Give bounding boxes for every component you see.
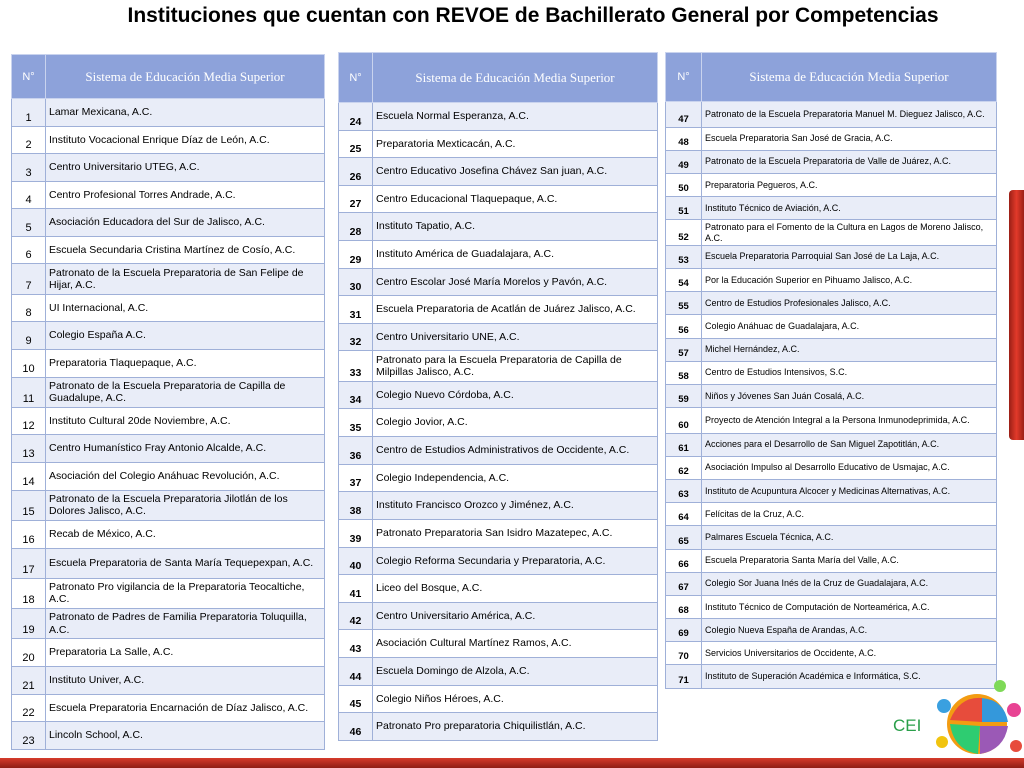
- row-number: 3: [12, 154, 46, 182]
- institution-name: Liceo del Bosque, A.C.: [373, 575, 658, 603]
- table-row: [339, 158, 658, 186]
- institution-name: Colegio Jovior, A.C.: [373, 409, 658, 437]
- table-row: [12, 236, 325, 264]
- institution-name: Escuela Normal Esperanza, A.C.: [373, 103, 658, 131]
- row-number: 42: [339, 602, 373, 630]
- row-number: 38: [339, 492, 373, 520]
- institution-name: Colegio Nueva España de Arandas, A.C.: [702, 619, 997, 642]
- table-row: [339, 602, 658, 630]
- table-row: [666, 595, 997, 618]
- table-row: [12, 722, 325, 750]
- row-number: 70: [666, 642, 702, 665]
- table-row: [666, 384, 997, 407]
- table-row: [339, 241, 658, 269]
- institution-name: Palmares Escuela Técnica, A.C.: [702, 526, 997, 549]
- row-number: 66: [666, 549, 702, 572]
- institution-name: Preparatoria Tlaquepaque, A.C.: [46, 349, 325, 377]
- institution-name: Centro Universitario América, A.C.: [373, 602, 658, 630]
- table-row: [666, 479, 997, 502]
- row-number: 44: [339, 657, 373, 685]
- table-row: [12, 548, 325, 578]
- row-number: 56: [666, 315, 702, 338]
- table-row: [339, 409, 658, 437]
- table-row: [339, 103, 658, 131]
- row-number: 67: [666, 572, 702, 595]
- institution-name: UI Internacional, A.C.: [46, 294, 325, 322]
- header-name: Sistema de Educación Media Superior: [373, 53, 658, 103]
- row-number: 8: [12, 294, 46, 322]
- row-number: 49: [666, 150, 702, 173]
- row-number: 33: [339, 351, 373, 381]
- institution-name: Asociación Cultural Martínez Ramos, A.C.: [373, 630, 658, 658]
- puzzle-globe-logo-icon: [930, 676, 1024, 758]
- table-row: [339, 130, 658, 158]
- row-number: 1: [12, 99, 46, 127]
- table-row: [339, 519, 658, 547]
- row-number: 5: [12, 209, 46, 237]
- header-num: N°: [339, 53, 373, 103]
- row-number: 27: [339, 185, 373, 213]
- institution-name: Patronato para la Escuela Preparatoria de Capilla de Milpillas Jalisco, A.C.: [373, 351, 658, 381]
- table-row: [12, 435, 325, 463]
- row-number: 59: [666, 384, 702, 407]
- institution-name: Centro Universitario UNE, A.C.: [373, 323, 658, 351]
- institution-name: Escuela Preparatoria Encarnación de Díaz Jalisco, A.C.: [46, 694, 325, 722]
- row-number: 30: [339, 268, 373, 296]
- institution-name: Centro de Estudios Intensivos, S.C.: [702, 361, 997, 384]
- table-row: [666, 572, 997, 595]
- row-number: 32: [339, 323, 373, 351]
- table-row: [666, 102, 997, 128]
- row-number: 63: [666, 479, 702, 502]
- row-number: 64: [666, 503, 702, 526]
- table-row: [339, 381, 658, 409]
- institution-name: Patronato de la Escuela Preparatoria de San Felipe de Hijar, A.C.: [46, 264, 325, 294]
- institution-name: Felícitas de la Cruz, A.C.: [702, 503, 997, 526]
- revoe-table-2: [338, 52, 658, 741]
- row-number: 13: [12, 435, 46, 463]
- row-number: 39: [339, 519, 373, 547]
- table-row: [666, 173, 997, 196]
- table-row: [12, 264, 325, 294]
- institution-name: Instituto América de Guadalajara, A.C.: [373, 241, 658, 269]
- institution-name: Acciones para el Desarrollo de San Miguel Zapotitlán, A.C.: [702, 433, 997, 456]
- institution-name: Instituto de Superación Académica e Informática, S.C.: [702, 665, 997, 688]
- row-number: 46: [339, 713, 373, 741]
- institution-name: Asociación Educadora del Sur de Jalisco, A.C.: [46, 209, 325, 237]
- row-number: 69: [666, 619, 702, 642]
- table-row: [666, 245, 997, 268]
- row-number: 50: [666, 173, 702, 196]
- institution-name: Instituto Técnico de Computación de Norteamérica, A.C.: [702, 595, 997, 618]
- institution-name: Colegio Independencia, A.C.: [373, 464, 658, 492]
- institution-name: Centro Escolar José María Morelos y Pavón, A.C.: [373, 268, 658, 296]
- table-row: [12, 349, 325, 377]
- row-number: 37: [339, 464, 373, 492]
- table-row: [12, 694, 325, 722]
- table-row: [339, 464, 658, 492]
- table-row: [666, 292, 997, 315]
- institution-name: Patronato Pro vigilancia de la Preparatoria Teocaltiche, A.C.: [46, 578, 325, 608]
- institution-name: Preparatoria Mexticacán, A.C.: [373, 130, 658, 158]
- table-row: [12, 407, 325, 435]
- table-row: [12, 322, 325, 350]
- institution-name: Por la Educación Superior en Pihuamo Jalisco, A.C.: [702, 268, 997, 291]
- table-row: [666, 619, 997, 642]
- institution-name: Centro Universitario UTEG, A.C.: [46, 154, 325, 182]
- institution-name: Escuela Preparatoria de Acatlán de Juárez Jalisco, A.C.: [373, 296, 658, 324]
- row-number: 40: [339, 547, 373, 575]
- row-number: 14: [12, 463, 46, 491]
- table-row: [12, 99, 325, 127]
- institution-name: Escuela Preparatoria Parroquial San José de La Laja, A.C.: [702, 245, 997, 268]
- table-row: [666, 408, 997, 434]
- institution-name: Instituto Univer, A.C.: [46, 667, 325, 695]
- row-number: 47: [666, 102, 702, 128]
- table-row: [12, 377, 325, 407]
- row-number: 23: [12, 722, 46, 750]
- institution-name: Colegio Anáhuac de Guadalajara, A.C.: [702, 315, 997, 338]
- institution-name: Escuela Preparatoria San José de Gracia, A.C.: [702, 127, 997, 150]
- institution-name: Servicios Universitarios de Occidente, A.C.: [702, 642, 997, 665]
- institution-name: Instituto Francisco Orozco y Jiménez, A.C.: [373, 492, 658, 520]
- header-name: Sistema de Educación Media Superior: [702, 53, 997, 102]
- institution-name: Instituto de Acupuntura Alcocer y Medicinas Alternativas, A.C.: [702, 479, 997, 502]
- institution-name: Michel Hernández, A.C.: [702, 338, 997, 361]
- table-row: [666, 268, 997, 291]
- row-number: 61: [666, 433, 702, 456]
- table-row: [12, 181, 325, 209]
- institution-name: Asociación Impulso al Desarrollo Educativo de Usmajac, A.C.: [702, 456, 997, 479]
- institution-name: Patronato de la Escuela Preparatoria Jilotlán de los Dolores Jalisco, A.C.: [46, 490, 325, 520]
- institution-name: Centro de Estudios Profesionales Jalisco, A.C.: [702, 292, 997, 315]
- table-row: [666, 150, 997, 173]
- row-number: 7: [12, 264, 46, 294]
- table-row: [339, 351, 658, 381]
- table-row: [666, 220, 997, 246]
- table-row: [666, 549, 997, 572]
- row-number: 54: [666, 268, 702, 291]
- institution-name: Patronato de Padres de Familia Preparatoria Toluquilla, A.C.: [46, 609, 325, 639]
- row-number: 58: [666, 361, 702, 384]
- row-number: 34: [339, 381, 373, 409]
- table-row: [666, 338, 997, 361]
- row-number: 53: [666, 245, 702, 268]
- table-row: [339, 296, 658, 324]
- institution-name: Escuela Preparatoria Santa María del Valle, A.C.: [702, 549, 997, 572]
- institution-name: Centro Profesional Torres Andrade, A.C.: [46, 181, 325, 209]
- table-row: [12, 578, 325, 608]
- institution-name: Preparatoria La Salle, A.C.: [46, 639, 325, 667]
- table-row: [666, 642, 997, 665]
- table-row: [12, 294, 325, 322]
- table-row: [339, 713, 658, 741]
- table-row: [12, 639, 325, 667]
- institution-name: Colegio Nuevo Córdoba, A.C.: [373, 381, 658, 409]
- row-number: 29: [339, 241, 373, 269]
- institution-name: Centro de Estudios Administrativos de Occidente, A.C.: [373, 437, 658, 465]
- row-number: 22: [12, 694, 46, 722]
- row-number: 68: [666, 595, 702, 618]
- table-row: [12, 463, 325, 491]
- table-row: [339, 185, 658, 213]
- row-number: 57: [666, 338, 702, 361]
- row-number: 19: [12, 609, 46, 639]
- institution-name: Centro Educativo Josefina Chávez San juan, A.C.: [373, 158, 658, 186]
- row-number: 4: [12, 181, 46, 209]
- row-number: 51: [666, 197, 702, 220]
- table-row: [666, 315, 997, 338]
- table-row: [339, 657, 658, 685]
- table-row: [12, 126, 325, 154]
- row-number: 12: [12, 407, 46, 435]
- institution-name: Colegio Niños Héroes, A.C.: [373, 685, 658, 713]
- row-number: 21: [12, 667, 46, 695]
- row-number: 15: [12, 490, 46, 520]
- institution-name: Escuela Preparatoria de Santa María Tequepexpan, A.C.: [46, 548, 325, 578]
- row-number: 17: [12, 548, 46, 578]
- row-number: 48: [666, 127, 702, 150]
- institution-name: Lamar Mexicana, A.C.: [46, 99, 325, 127]
- row-number: 35: [339, 409, 373, 437]
- row-number: 55: [666, 292, 702, 315]
- decorative-side-bar: [1009, 190, 1024, 440]
- institution-name: Recab de México, A.C.: [46, 520, 325, 548]
- header-num: N°: [666, 53, 702, 102]
- institution-name: Centro Humanístico Fray Antonio Alcalde, A.C.: [46, 435, 325, 463]
- row-number: 20: [12, 639, 46, 667]
- institution-name: Patronato para el Fomento de la Cultura en Lagos de Moreno Jalisco, A.C.: [702, 220, 997, 246]
- row-number: 28: [339, 213, 373, 241]
- institution-name: Centro Educacional Tlaquepaque, A.C.: [373, 185, 658, 213]
- row-number: 45: [339, 685, 373, 713]
- row-number: 9: [12, 322, 46, 350]
- institution-name: Lincoln School, A.C.: [46, 722, 325, 750]
- institution-name: Patronato de la Escuela Preparatoria de Capilla de Guadalupe, A.C.: [46, 377, 325, 407]
- decorative-bottom-bar: [0, 758, 1024, 768]
- table-row: [666, 526, 997, 549]
- table-row: [339, 268, 658, 296]
- table-row: [339, 630, 658, 658]
- revoe-table-1: [11, 54, 325, 750]
- institution-name: Escuela Secundaria Cristina Martínez de Cosío, A.C.: [46, 236, 325, 264]
- row-number: 6: [12, 236, 46, 264]
- table-row: [12, 154, 325, 182]
- table-row: [12, 209, 325, 237]
- row-number: 41: [339, 575, 373, 603]
- table-row: [666, 127, 997, 150]
- table-row: [339, 323, 658, 351]
- header-name: Sistema de Educación Media Superior: [46, 55, 325, 99]
- row-number: 25: [339, 130, 373, 158]
- institution-name: Instituto Vocacional Enrique Díaz de León, A.C.: [46, 126, 325, 154]
- table-row: [12, 667, 325, 695]
- row-number: 36: [339, 437, 373, 465]
- table-row: [666, 503, 997, 526]
- row-number: 18: [12, 578, 46, 608]
- institution-name: Colegio Reforma Secundaria y Preparatoria, A.C.: [373, 547, 658, 575]
- page-title: Instituciones que cuentan con REVOE de Bachillerato General por Competencias: [127, 4, 939, 27]
- institution-name: Patronato de la Escuela Preparatoria Manuel M. Dieguez Jalisco, A.C.: [702, 102, 997, 128]
- table-row: [12, 609, 325, 639]
- institution-name: Colegio Sor Juana Inés de la Cruz de Guadalajara, A.C.: [702, 572, 997, 595]
- institution-name: Niños y Jóvenes San Juán Cosalá, A.C.: [702, 384, 997, 407]
- table-row: [339, 547, 658, 575]
- institution-name: Proyecto de Atención Integral a la Persona Inmunodeprimida, A.C.: [702, 408, 997, 434]
- table-row: [339, 575, 658, 603]
- row-number: 31: [339, 296, 373, 324]
- row-number: 16: [12, 520, 46, 548]
- row-number: 11: [12, 377, 46, 407]
- row-number: 60: [666, 408, 702, 434]
- header-num: N°: [12, 55, 46, 99]
- row-number: 26: [339, 158, 373, 186]
- table-row: [339, 685, 658, 713]
- institution-name: Preparatoria Pegueros, A.C.: [702, 173, 997, 196]
- table-row: [666, 433, 997, 456]
- institution-name: Patronato de la Escuela Preparatoria de Valle de Juárez, A.C.: [702, 150, 997, 173]
- row-number: 62: [666, 456, 702, 479]
- row-number: 65: [666, 526, 702, 549]
- table-row: [339, 492, 658, 520]
- institution-name: Colegio España A.C.: [46, 322, 325, 350]
- institution-name: Patronato Preparatoria San Isidro Mazatepec, A.C.: [373, 519, 658, 547]
- table-row: [12, 490, 325, 520]
- row-number: 10: [12, 349, 46, 377]
- row-number: 71: [666, 665, 702, 688]
- institution-name: Instituto Cultural 20de Noviembre, A.C.: [46, 407, 325, 435]
- institution-name: Instituto Tapatio, A.C.: [373, 213, 658, 241]
- revoe-table-3: [665, 52, 997, 689]
- table-row: [339, 213, 658, 241]
- table-row: [666, 197, 997, 220]
- institution-name: Patronato Pro preparatoria Chiquilistlán, A.C.: [373, 713, 658, 741]
- table-row: [666, 456, 997, 479]
- row-number: 43: [339, 630, 373, 658]
- row-number: 52: [666, 220, 702, 246]
- institution-name: Escuela Domingo de Alzola, A.C.: [373, 657, 658, 685]
- institution-name: Asociación del Colegio Anáhuac Revolución, A.C.: [46, 463, 325, 491]
- row-number: 2: [12, 126, 46, 154]
- table-row: [339, 437, 658, 465]
- institution-name: Instituto Técnico de Aviación, A.C.: [702, 197, 997, 220]
- row-number: 24: [339, 103, 373, 131]
- table-row: [12, 520, 325, 548]
- table-row: [666, 361, 997, 384]
- cei-logo-text: CEI: [893, 716, 922, 735]
